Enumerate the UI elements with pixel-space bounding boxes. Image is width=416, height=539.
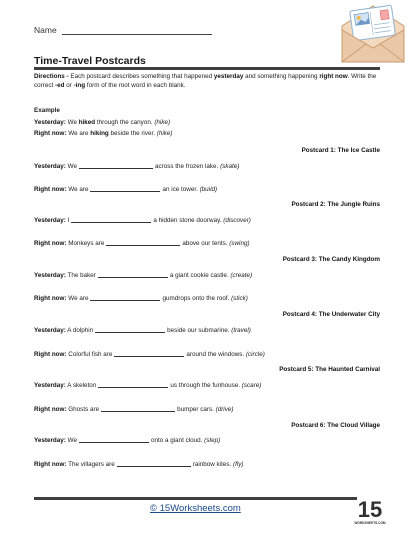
answer-blank[interactable]: [79, 436, 149, 443]
directions-text: [34, 73, 380, 90]
directions-ed: -ed: [55, 81, 65, 89]
directions-part: form of the root word in each blank.: [85, 81, 186, 89]
root-hint: (skate): [220, 163, 240, 170]
line-post: gumdrops onto the roof.: [162, 295, 232, 302]
directions-lead: Directions -: [34, 73, 69, 80]
line-pre: We: [65, 119, 79, 126]
line-label: Right now:: [34, 186, 67, 193]
root-hint: (stick): [231, 295, 248, 302]
postcard-heading: Postcard 4: The Underwater City: [282, 311, 380, 318]
directions-right-now: right now: [319, 73, 348, 80]
line-label: Yesterday:: [34, 382, 66, 389]
directions-part: Each postcard describes something that happened: [68, 73, 214, 80]
line-post: across the frozen lake.: [154, 163, 221, 170]
directions-part: and something happening: [243, 73, 320, 80]
line-label: Right now:: [34, 240, 67, 247]
name-field: [34, 25, 212, 35]
answer-blank[interactable]: [79, 162, 153, 169]
root-hint: (travel): [231, 327, 251, 334]
postcard-heading: Postcard 5: The Haunted Carnival: [279, 366, 380, 373]
line-label: Right now:: [34, 130, 67, 137]
line-pre: A dolphin: [65, 327, 94, 334]
line-post: bumper cars.: [177, 406, 216, 413]
directions-yesterday: yesterday: [213, 73, 244, 80]
example-heading: Example: [34, 107, 60, 114]
example-answer: hiked: [78, 119, 96, 126]
postcard-heading: Postcard 6: The Cloud Village: [291, 422, 380, 429]
badge-number: 15: [357, 497, 383, 522]
directions-part: or: [64, 81, 74, 89]
envelope-postcard-icon: [336, 0, 410, 66]
title-divider: [34, 67, 380, 70]
root-hint: (create): [230, 272, 253, 279]
postcard-yesterday-line: [34, 326, 251, 335]
line-pre: I: [65, 217, 70, 224]
line-post: around the windows.: [186, 351, 246, 358]
postcard-yesterday-line: [34, 162, 239, 171]
answer-blank[interactable]: [71, 216, 151, 223]
line-label: Yesterday:: [34, 272, 66, 279]
line-pre: The baker: [65, 272, 96, 279]
answer-blank[interactable]: [101, 405, 175, 412]
postcard-heading: Postcard 3: The Candy Kingdom: [282, 256, 380, 263]
line-post: through the canyon.: [95, 119, 155, 126]
line-post: rainbow kites.: [192, 461, 233, 468]
root-hint: (swing): [229, 240, 250, 247]
postcard-right-now-line: [34, 405, 233, 414]
postcard-right-now-line: [34, 350, 265, 359]
root-hint: (build): [199, 186, 218, 193]
line-label: Right now:: [34, 461, 67, 468]
line-post: onto a giant cloud.: [150, 437, 205, 444]
root-hint: (scare): [241, 382, 262, 389]
root-hint: (hike): [156, 130, 173, 137]
footer-divider: [34, 497, 358, 500]
answer-blank[interactable]: [98, 271, 168, 278]
line-label: Right now:: [34, 295, 67, 302]
postcard-heading: Postcard 1: The Ice Castle: [301, 147, 380, 154]
postcard-right-now-line: [34, 185, 217, 194]
example-answer: hiking: [90, 130, 109, 137]
line-pre: Ghosts are: [66, 406, 100, 413]
root-hint: (fly): [232, 461, 244, 468]
answer-blank[interactable]: [90, 294, 160, 301]
name-label: Name: [34, 25, 57, 35]
line-pre: Colorful fish are: [66, 351, 113, 358]
root-hint: (circle): [245, 351, 265, 358]
line-pre: We: [65, 163, 77, 170]
line-post: a giant cookie castle.: [169, 272, 231, 279]
line-label: Right now:: [34, 406, 67, 413]
footer-site-link[interactable]: © 15Worksheets.com: [150, 503, 241, 514]
badge-text: WORKSHEETS.COM: [354, 521, 386, 525]
root-hint: (hike): [154, 119, 171, 126]
directions-part: . Write the correct: [34, 73, 377, 89]
answer-blank[interactable]: [98, 381, 168, 388]
line-label: Yesterday:: [34, 327, 66, 334]
line-pre: We are: [66, 130, 91, 137]
name-line[interactable]: [62, 34, 212, 35]
postcard-yesterday-line: [34, 381, 261, 390]
answer-blank[interactable]: [106, 239, 180, 246]
answer-blank[interactable]: [95, 326, 165, 333]
line-post: above our tents.: [182, 240, 230, 247]
postcard-right-now-line: [34, 294, 248, 303]
root-hint: (discover): [223, 217, 251, 224]
line-post: a hidden stone doorway.: [153, 217, 224, 224]
root-hint: (step): [204, 437, 221, 444]
line-pre: We are: [66, 186, 89, 193]
line-post: beside our submarine.: [167, 327, 232, 334]
example-right-now: [34, 130, 172, 138]
answer-blank[interactable]: [90, 185, 160, 192]
line-post: us through the funhouse.: [170, 382, 242, 389]
line-post: an ice tower.: [162, 186, 200, 193]
postcard-right-now-line: [34, 460, 243, 469]
root-hint: (drive): [215, 406, 234, 413]
page-title: Time-Travel Postcards: [34, 55, 146, 67]
postcard-yesterday-line: [34, 271, 252, 280]
line-label: Right now:: [34, 351, 67, 358]
line-pre: The villagers are: [66, 461, 115, 468]
line-label: Yesterday:: [34, 119, 66, 126]
line-pre: Monkeys are: [66, 240, 105, 247]
answer-blank[interactable]: [114, 350, 184, 357]
line-label: Yesterday:: [34, 163, 66, 170]
postcard-heading: Postcard 2: The Jungle Ruins: [291, 201, 380, 208]
logo-badge-icon: [354, 494, 386, 526]
postcard-yesterday-line: [34, 436, 220, 445]
line-pre: A skeleton: [65, 382, 97, 389]
directions-ing: -ing: [73, 81, 86, 89]
line-pre: We are: [66, 295, 89, 302]
line-post: beside the river.: [108, 130, 157, 137]
line-label: Yesterday:: [34, 437, 66, 444]
example-yesterday: [34, 119, 170, 127]
line-pre: We: [65, 437, 77, 444]
postcard-right-now-line: [34, 239, 250, 248]
postcard-yesterday-line: [34, 216, 251, 225]
answer-blank[interactable]: [117, 460, 191, 467]
line-label: Yesterday:: [34, 217, 66, 224]
